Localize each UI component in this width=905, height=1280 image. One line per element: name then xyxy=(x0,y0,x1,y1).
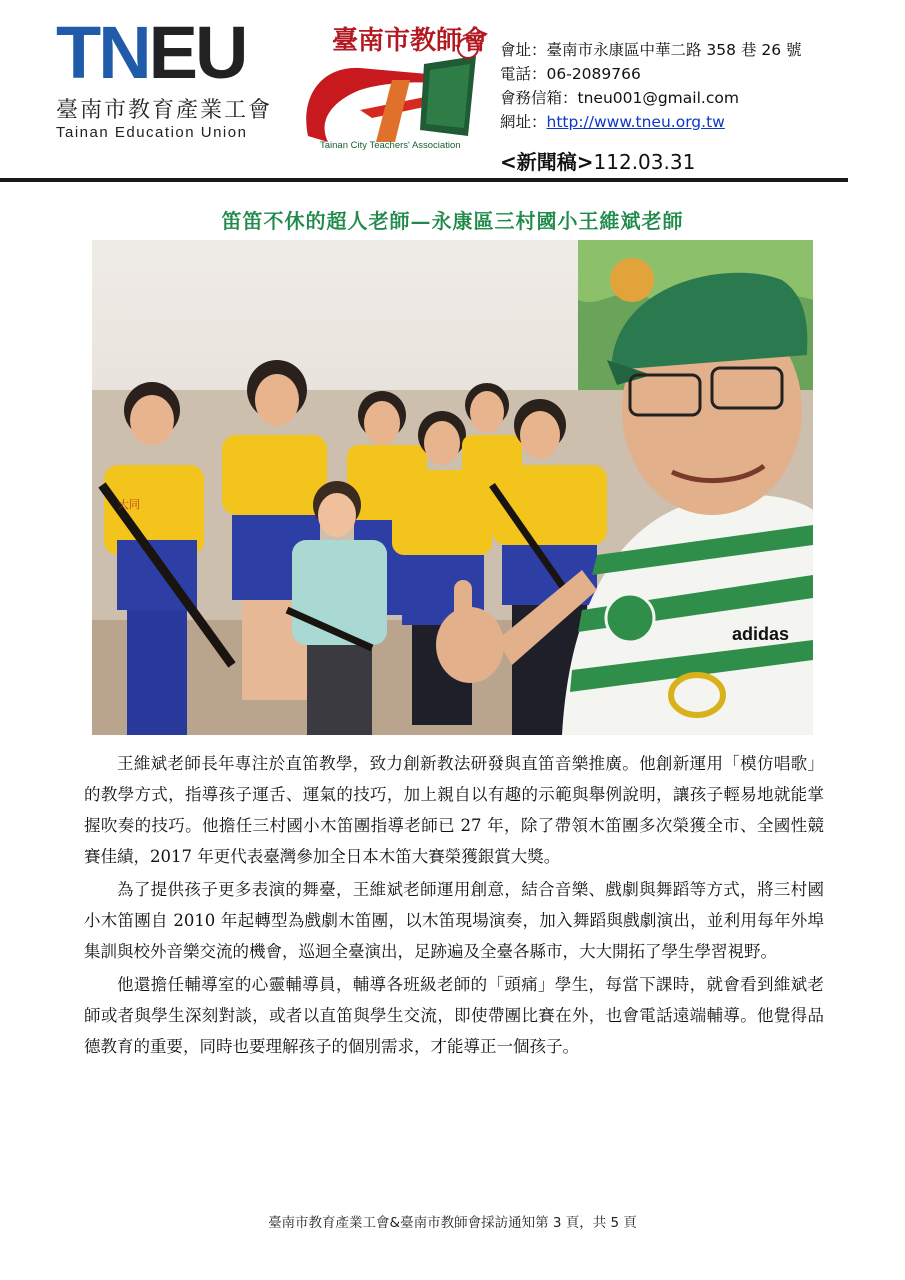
tneu-logo xyxy=(56,11,273,143)
teachers-association-logo xyxy=(300,18,490,158)
tneu-name-en: Tainan Education Union xyxy=(56,124,248,141)
article-photo xyxy=(92,240,813,735)
teachers-association-name-en: Tainan City Teachers' Association xyxy=(320,140,461,151)
contact-phone: 電話：06-2089766 xyxy=(500,65,641,83)
shirt-school-text: 大同 xyxy=(118,498,140,511)
contact-email: 會務信箱：tneu001@gmail.com xyxy=(500,89,739,107)
contact-block xyxy=(500,38,860,134)
contact-website xyxy=(500,110,860,134)
header-divider xyxy=(0,178,848,182)
contact-address: 會址：臺南市永康區中華二路 358 巷 26 號 xyxy=(500,41,802,59)
website-link[interactable]: http://www.tneu.org.tw xyxy=(546,113,725,131)
tneu-logo-letters: TNEU xyxy=(56,11,246,94)
article-title: 笛笛不休的超人老師—永康區三村國小王維斌老師 xyxy=(221,209,684,233)
teachers-association-name-cn: 臺南市教師會 xyxy=(332,26,489,56)
shirt-brand-text: adidas xyxy=(732,624,790,644)
article-paragraph-1: 王維斌老師長年專注於直笛教學，致力創新教法研發與直笛音樂推廣。他創新運用「模仿唱歌」的教學方式，指導孩子運舌、運氣的技巧，加上親自以有趣的示範與舉例說明，讓孩子輕易地就能掌握吹奏的技巧。他擔任三村國小木笛團指導老師已 27 年，除了帶領木笛團多次榮獲全市、全國性競賽佳績，2017 年更代表臺灣參加全日本木笛大賽榮獲銀賞大獎。 xyxy=(84,754,824,866)
article-body xyxy=(84,748,824,1064)
press-date-value: 112.03.31 xyxy=(593,150,696,174)
page-footer: 臺南市教育產業工會&臺南市教師會採訪通知第 3 頁，共 5 頁 xyxy=(268,1215,637,1231)
tneu-name-cn: 臺南市教育產業工會 xyxy=(56,98,273,123)
photo-teacher-and-students xyxy=(92,240,813,735)
press-label: <新聞稿> xyxy=(500,150,594,174)
press-release-date xyxy=(500,146,695,175)
article-paragraph-2: 為了提供孩子更多表演的舞臺，王維斌老師運用創意，結合音樂、戲劇與舞蹈等方式，將三村國小木笛團自 2010 年起轉型為戲劇木笛團，以木笛現場演奏，加入舞蹈與戲劇演出，並利用每年外埠集訓與校外音樂交流的機會，巡迴全臺演出，足跡遍及全臺各縣市，大大開拓了學生學習視野。 xyxy=(84,880,824,961)
article-paragraph-3: 他還擔任輔導室的心靈輔導員，輔導各班級老師的「頭痛」學生，每當下課時，就會看到維斌老師或者與學生深刻對談，或者以直笛與學生交流，即使帶團比賽在外，也會電話遠端輔導。他覺得品德教育的重要，同時也要理解孩子的個別需求，才能導正一個孩子。 xyxy=(84,975,824,1056)
website-label: 網址： xyxy=(500,113,547,131)
